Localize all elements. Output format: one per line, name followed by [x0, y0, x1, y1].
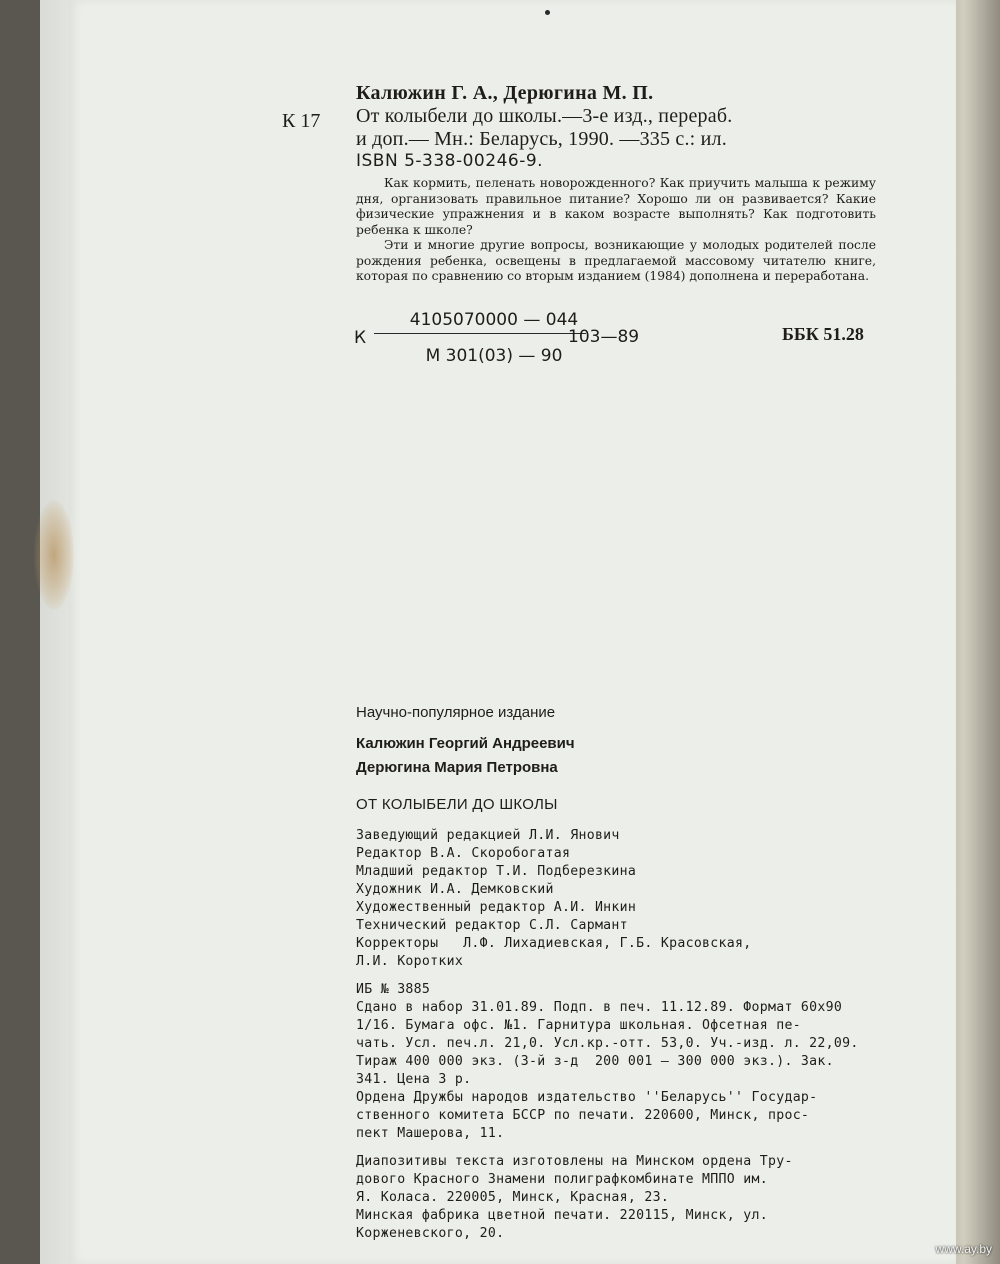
- staff-line: Редактор В.А. Скоробогатая: [356, 846, 571, 861]
- card-title-line-1: От колыбели до школы.—3-е изд., перераб.: [356, 105, 733, 127]
- formula-k: К: [354, 328, 367, 348]
- formula-denominator: М 301(03) — 90: [425, 346, 563, 366]
- slides-line: дового Красного Знамени полиграфкомбинате МППО им.: [356, 1172, 768, 1187]
- watermark: www.ay.by: [935, 1242, 992, 1256]
- bbk-code: ББК 51.28: [782, 324, 864, 344]
- card-code: К 17: [282, 110, 321, 132]
- slides-line: Я. Коласа. 220005, Минск, Красная, 23.: [356, 1190, 670, 1205]
- edition-type: Научно-популярное издание: [356, 704, 556, 721]
- staff-line: Корректоры Л.Ф. Лихадиевская, Г.Б. Красовская,: [356, 936, 752, 951]
- staff-line: Художественный редактор А.И. Инкин: [356, 900, 637, 915]
- print-line: Сдано в набор 31.01.89. Подп. в печ. 11.12.89. Формат 60x90: [356, 1000, 843, 1015]
- staff-line: Л.И. Коротких: [356, 954, 464, 969]
- factory-line: Корженевского, 20.: [356, 1226, 505, 1241]
- print-line: чать. Усл. печ.л. 21,0. Усл.кр.-отт. 53,0. Уч.-изд. л. 22,09.: [356, 1036, 859, 1051]
- publisher-line: ственного комитета БССР по печати. 220600, Минск, прос-: [356, 1108, 810, 1123]
- paper-stain: [34, 500, 74, 610]
- imprint-block: [356, 702, 876, 1243]
- print-line: Тираж 400 000 экз. (3-й з-д 200 001 — 300 000 экз.). Зак.: [356, 1054, 834, 1069]
- staff-line: Заведующий редакцией Л.И. Янович: [356, 828, 620, 843]
- ib-number: ИБ № 3885: [356, 982, 431, 997]
- publisher-line: Ордена Дружбы народов издательство ''Беларусь'' Государ-: [356, 1090, 818, 1105]
- annotation-paragraph-1: Как кормить, пеленать новорожденного? Как приучить малыша к режиму дня, организовать правильное питание? Хорошо ли он развивается? Какие физические упражнения и в каком возрасте выполнять? Как подготовить ребенка к школе?: [356, 176, 876, 237]
- card-authors: Калюжин Г. А., Дерюгина М. П.: [356, 82, 654, 104]
- factory-line: Минская фабрика цветной печати. 220115, Минск, ул.: [356, 1208, 768, 1223]
- staff-line: Художник И.А. Демковский: [356, 882, 554, 897]
- author-full-1: Калюжин Георгий Андреевич: [356, 735, 575, 752]
- slides-line: Диапозитивы текста изготовлены на Минском ордена Тру-: [356, 1154, 793, 1169]
- staff-line: Младший редактор Т.И. Подберезкина: [356, 864, 637, 879]
- ink-dot: [545, 10, 550, 15]
- formula-divider: [374, 333, 586, 334]
- staff-line: Технический редактор С.Л. Сармант: [356, 918, 628, 933]
- card-isbn: ISBN 5-338-00246-9.: [356, 151, 544, 171]
- catalog-formula: [354, 310, 884, 370]
- publisher-line: пект Машерова, 11.: [356, 1126, 505, 1141]
- book-title: ОТ КОЛЫБЕЛИ ДО ШКОЛЫ: [356, 796, 558, 813]
- print-line: 341. Цена 3 р.: [356, 1072, 472, 1087]
- card-title-line-2: и доп.— Мн.: Беларусь, 1990. —335 с.: ил.: [356, 128, 727, 150]
- formula-suffix: 103—89: [568, 327, 640, 347]
- formula-numerator: 4105070000 — 044: [409, 310, 579, 330]
- staff-list: [356, 827, 876, 1243]
- annotation-paragraph-2: Эти и многие другие вопросы, возникающие у молодых родителей после рождения ребенка, освещены в предлагаемой массовому читателю книге, которая по сравнению со вторым изданием (1984) дополнена и переработана.: [356, 238, 876, 283]
- author-full-2: Дерюгина Мария Петровна: [356, 759, 558, 776]
- catalog-card: [356, 82, 876, 171]
- print-line: 1/16. Бумага офс. №1. Гарнитура школьная. Офсетная пе-: [356, 1018, 801, 1033]
- annotation: [356, 176, 876, 285]
